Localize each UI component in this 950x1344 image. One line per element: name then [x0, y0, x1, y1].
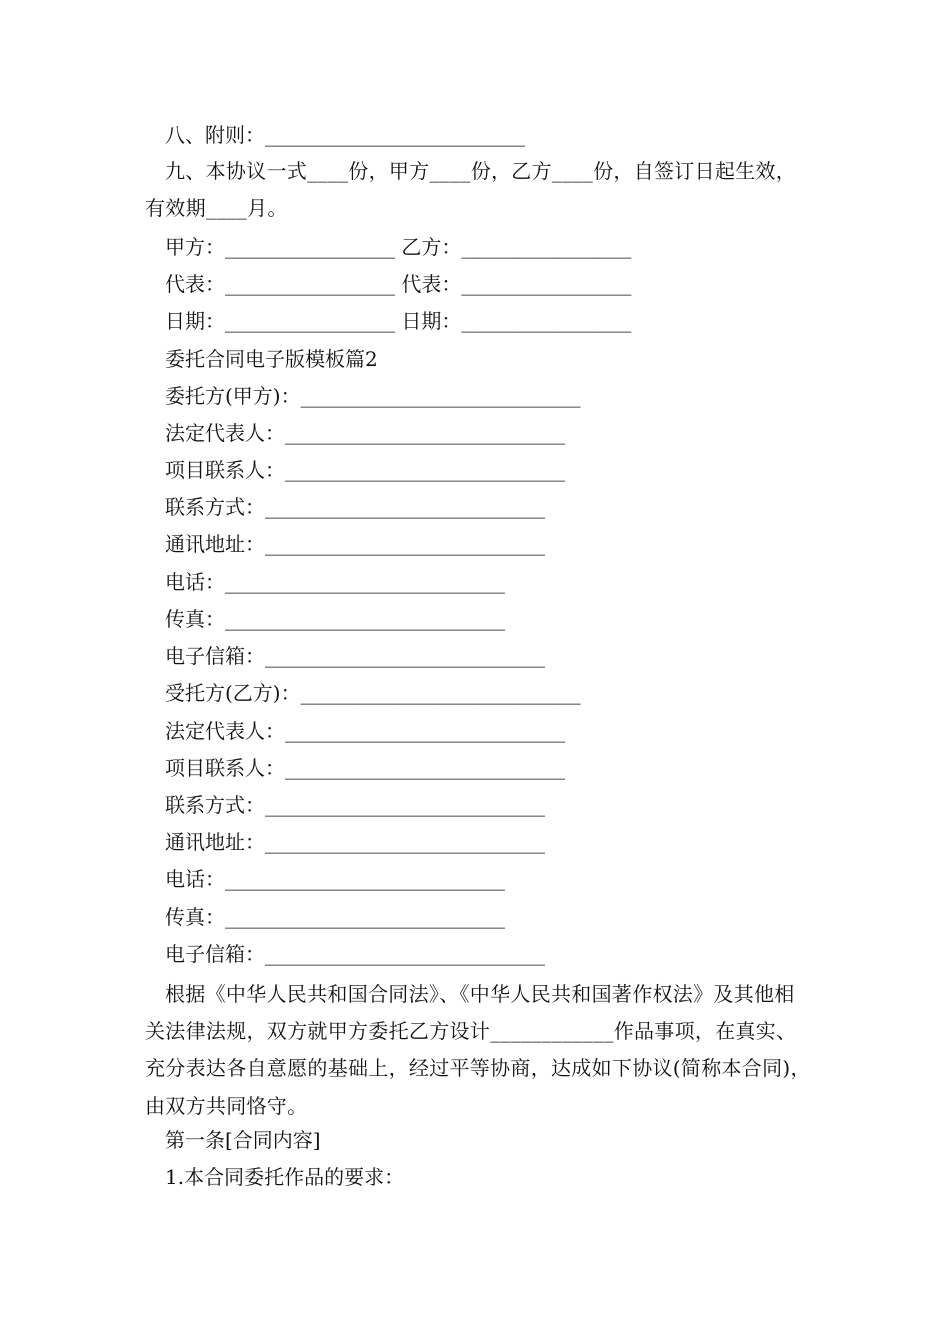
client-project-contact-field: 项目联系人：____________________________ [165, 458, 565, 482]
client-legal-rep-field: 法定代表人：____________________________ [165, 421, 565, 445]
client-address-field: 通讯地址：____________________________ [165, 532, 545, 556]
contractor-email-field: 电子信箱：____________________________ [165, 942, 545, 966]
client-party-field: 委托方(甲方)：____________________________ [165, 384, 581, 408]
contractor-fax-field: 传真：____________________________ [165, 905, 505, 929]
client-phone-field: 电话：____________________________ [165, 570, 505, 594]
client-fax-field: 传真：____________________________ [165, 607, 505, 631]
contractor-legal-rep-field: 法定代表人：____________________________ [165, 719, 565, 743]
signature-party-row: 甲方：_________________ 乙方：_________________ [165, 235, 632, 259]
article-1-heading: 第一条[合同内容] [165, 1128, 321, 1152]
contractor-address-field: 通讯地址：____________________________ [165, 830, 545, 854]
contractor-party-field: 受托方(乙方)：____________________________ [165, 681, 581, 705]
article-1-item-1: 1.本合同委托作品的要求： [165, 1165, 405, 1189]
client-email-field: 电子信箱：____________________________ [165, 644, 545, 668]
section-heading: 委托合同电子版模板篇2 [165, 347, 378, 371]
article-8-appendix: 八、附则：__________________________ [165, 123, 525, 147]
preamble-paragraph: 根据《中华人民共和国合同法》、《中华人民共和国著作权法》及其他相关法律法规，双方就甲方委托乙方设计____________作品事项，在真实、充分表达各自意愿的基础上，经过平等协商，达成如下协议(简称本合同)，由双方共同恪守。 [145, 982, 811, 1118]
contractor-contact-method-field: 联系方式：____________________________ [165, 793, 545, 817]
client-contact-method-field: 联系方式：____________________________ [165, 495, 545, 519]
signature-representative-row: 代表：_________________ 代表：_________________ [165, 272, 632, 296]
contractor-project-contact-field: 项目联系人：____________________________ [165, 756, 565, 780]
article-9-copies-validity: 九、本协议一式____份，甲方____份，乙方____份，自签订日起生效，有效期____月。 [145, 159, 797, 221]
signature-date-row: 日期：_________________ 日期：_________________ [165, 309, 632, 333]
contractor-phone-field: 电话：____________________________ [165, 867, 505, 891]
